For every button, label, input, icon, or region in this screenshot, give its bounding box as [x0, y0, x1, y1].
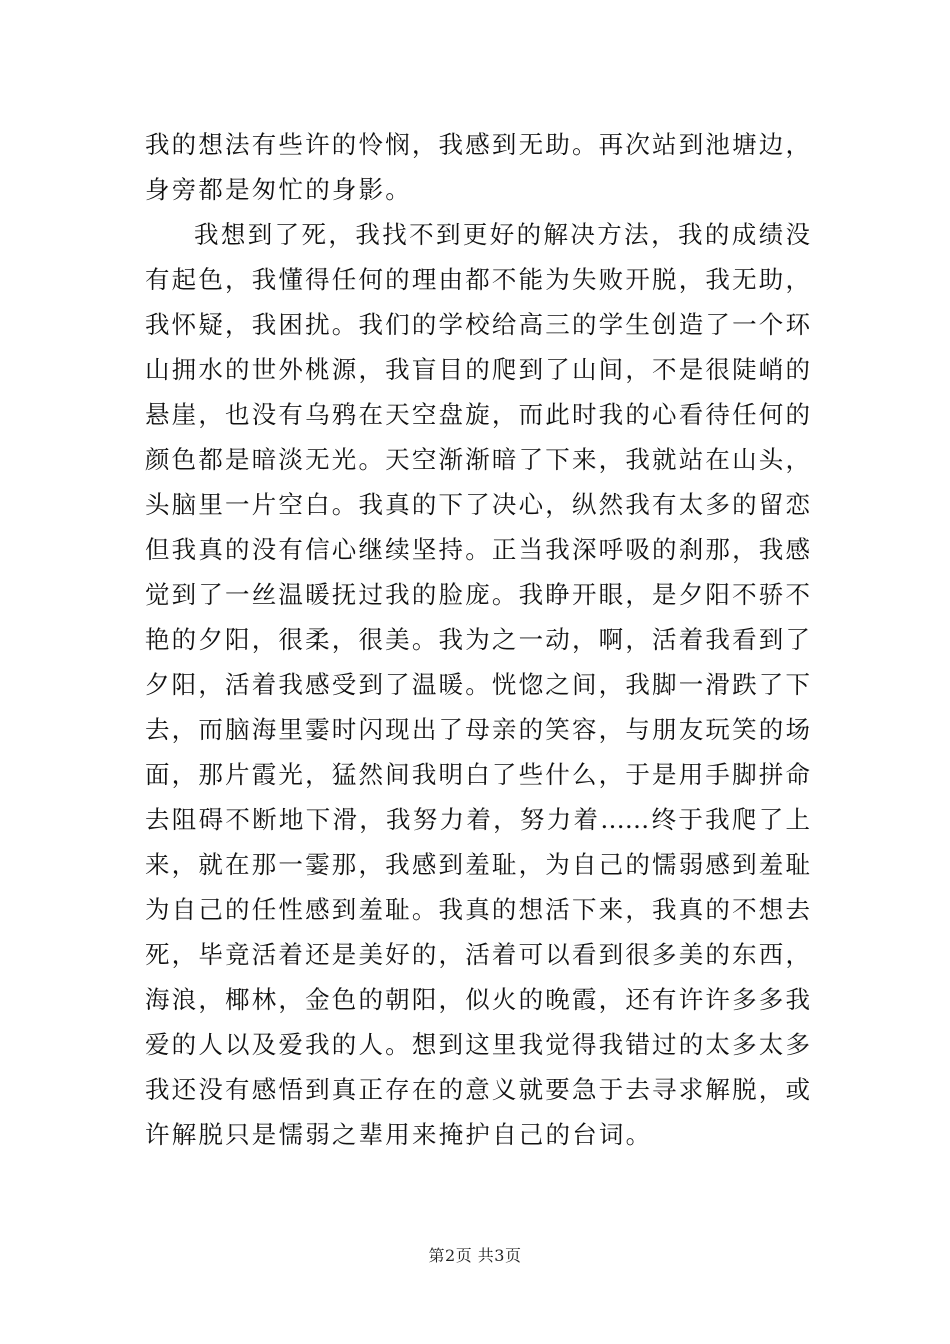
text-line: 头脑里一片空白。我真的下了决心，纵然我有太多的留恋: [145, 490, 810, 519]
body-text: [145, 122, 810, 1157]
text-line: 艳的夕阳，很柔，很美。我为之一动，啊，活着我看到了: [145, 625, 810, 654]
text-line: 死，毕竟活着还是美好的，活着可以看到很多美的东西，: [145, 940, 810, 969]
text-line: 身旁都是匆忙的身影。: [145, 175, 412, 204]
text-line: 有起色，我懂得任何的理由都不能为失败开脱，我无助，: [145, 265, 810, 294]
text-line: 夕阳，活着我感受到了温暖。恍惚之间，我脚一滑跌了下: [145, 670, 810, 699]
text-line: 海浪，椰林，金色的朝阳，似火的晚霞，还有许许多多我: [145, 985, 810, 1014]
text-line: 为自己的任性感到羞耻。我真的想活下来，我真的不想去: [145, 895, 810, 924]
text-line: 我的想法有些许的怜悯，我感到无助。再次站到池塘边，: [145, 130, 810, 159]
text-line: 我怀疑，我困扰。我们的学校给高三的学生创造了一个环: [145, 310, 810, 339]
text-line: 面，那片霞光，猛然间我明白了些什么，于是用手脚拼命: [145, 760, 810, 789]
text-line: 去，而脑海里霎时闪现出了母亲的笑容，与朋友玩笑的场: [145, 715, 810, 744]
text-line: 我还没有感悟到真正存在的意义就要急于去寻求解脱，或: [145, 1075, 810, 1104]
text-line: 觉到了一丝温暖抚过我的脸庞。我睁开眼，是夕阳不骄不: [145, 580, 810, 609]
text-line: 来，就在那一霎那，我感到羞耻，为自己的懦弱感到羞耻: [145, 850, 810, 879]
text-line: 许解脱只是懦弱之辈用来掩护自己的台词。: [145, 1120, 653, 1149]
text-line: 但我真的没有信心继续坚持。正当我深呼吸的刹那，我感: [145, 535, 810, 564]
paragraph-first-line: 我想到了死，我找不到更好的解决方法，我的成绩没: [194, 220, 810, 249]
text-line: 爱的人以及爱我的人。想到这里我觉得我错过的太多太多: [145, 1030, 810, 1059]
text-line: 悬崖，也没有乌鸦在天空盘旋，而此时我的心看待任何的: [145, 400, 810, 429]
page-number-footer: 第2页 共3页: [428, 1246, 522, 1265]
text-line: 山拥水的世外桃源，我盲目的爬到了山间，不是很陡峭的: [145, 355, 810, 384]
text-line: 去阻碍不断地下滑，我努力着，努力着……终于我爬了上: [145, 805, 810, 834]
text-line: 颜色都是暗淡无光。天空渐渐暗了下来，我就站在山头，: [145, 445, 810, 474]
